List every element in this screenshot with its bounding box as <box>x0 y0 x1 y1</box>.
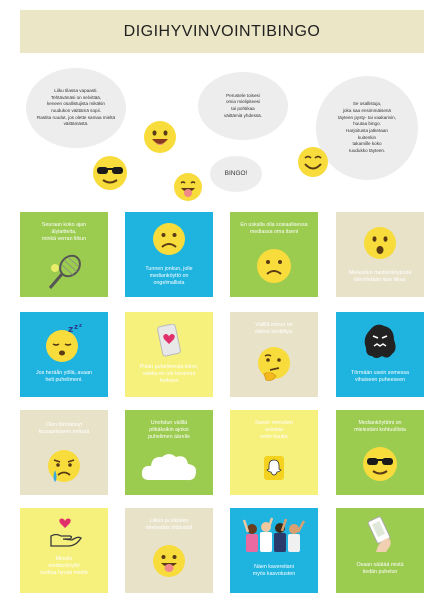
bingo-cell-15[interactable] <box>230 508 318 593</box>
cell-text-9: Olen törmännyt kiusaamiseen netissä <box>38 422 90 436</box>
thinking-face-icon <box>256 346 292 384</box>
bingo-text: BINGO! <box>224 170 248 178</box>
cell-text-8: Törmään usein somessa vihaiseen puheeseen <box>351 370 409 384</box>
sunglasses-face-icon <box>92 155 128 191</box>
cell-text-12: Medianköyttöni on mielestäni kohtuullista <box>354 420 406 434</box>
phone-hand-icon <box>364 516 396 554</box>
bingo-bubble <box>210 156 262 192</box>
cell-text-10: Unohdun välillä pitkäksikin ajoksi puhelimen äärelle <box>148 420 190 441</box>
angry-monster-icon <box>360 320 400 362</box>
cell-text-7: Välillä minun on vaikea keskittyä. <box>254 322 294 336</box>
bingo-cell-13[interactable] <box>20 508 108 593</box>
bingo-cell-11[interactable] <box>230 410 318 495</box>
svg-text:z: z <box>79 323 82 329</box>
cell-text-5: Jos heräån yöllä, avaan heti puhelimeni. <box>36 370 92 384</box>
frowning-face-icon <box>152 222 186 256</box>
tennis-racket-icon <box>46 254 84 292</box>
svg-text:z: z <box>68 325 74 335</box>
instruction-bubble-1 <box>26 68 126 148</box>
surprised-face-icon <box>363 226 397 260</box>
snapchat-icon <box>264 456 284 480</box>
svg-text:z: z <box>74 323 79 331</box>
instruction-bubble-2 <box>198 72 288 140</box>
bingo-cell-14[interactable] <box>125 508 213 593</box>
cell-text-6: Pidän puhelimesta kiinni, vaikka en ole tarvinnut hetkeen <box>139 364 199 385</box>
instruction-text-2: Perustele toisesi omia mielipiteesi tai pohtikaa väittämiä yhdessä. <box>223 92 263 118</box>
grinning-face-icon <box>297 146 329 178</box>
cell-text-15: Näen kavereitani myös kasvotusten <box>252 564 296 578</box>
cell-text-14: Liikun ja ulkoilen mielestäni riittävästi <box>145 518 193 532</box>
smiling-face-icon <box>143 120 177 154</box>
cell-text-2: Tunnen jonkun, jolle medianköyttö on ongelmallista <box>145 266 193 287</box>
bingo-cell-10[interactable] <box>125 410 213 495</box>
bingo-cell-8[interactable] <box>336 312 424 397</box>
sad-face-icon <box>256 248 292 284</box>
cell-text-13: Minulle medianköyttö tuottaa hyvää mieltä <box>40 556 88 577</box>
instruction-text-1: Liiku tilassa vapaasti. Tehtävänäsi on selvittää, keneen osallistujista mikäkin ruudukon väittämä sopii. Rastita ruudut, jos olette samaa mieltä väittämästä. <box>36 88 116 127</box>
bingo-cell-3[interactable] <box>230 212 318 297</box>
crying-face-icon <box>46 448 82 486</box>
friends-group-icon <box>242 516 306 556</box>
instruction-bubble-3 <box>316 76 418 180</box>
hand-heart-icon <box>48 516 82 550</box>
bingo-cell-2[interactable] <box>125 212 213 297</box>
title-banner <box>20 10 424 53</box>
tongue-out-face-icon <box>173 172 203 202</box>
sunglasses-face-icon <box>362 446 398 482</box>
phone-heart-icon <box>157 324 183 358</box>
cell-text-16: Osaan säätää mistä tiedän puhelun <box>356 562 404 576</box>
cell-text-11: Sanon mieluiten asioista netin kautta <box>255 420 293 441</box>
bingo-cell-5[interactable] <box>20 312 108 397</box>
cell-text-3: En uskalla olla sosiaalisessa mediassa oma itseni <box>240 222 308 236</box>
tongue-face-icon <box>152 544 186 578</box>
bingo-cell-12[interactable] <box>336 410 424 495</box>
cell-text-1: Seuraan koko ajan älylaitteita, minkä verran liikun <box>41 222 87 243</box>
bingo-cell-9[interactable] <box>20 410 108 495</box>
instruction-text-3: Se osallistuja, joka saa ensimmäisenä täyteen pysty- tai vaakarivin, huutaa bingo. Harjoitusta jatketaan kuitenkin takamille koko ruudukko täyteen. <box>338 101 396 153</box>
bingo-cell-1[interactable] <box>20 212 108 297</box>
sleeping-face-icon <box>42 322 86 364</box>
page-title: DIGIHYVINVOINTIBINGO <box>123 22 321 40</box>
cloud-icon <box>139 450 199 486</box>
bingo-cell-16[interactable] <box>336 508 424 593</box>
cell-text-4: Mielestäni medianköytöstä kiinnitetään liian liikaa <box>348 270 412 284</box>
bingo-cell-7[interactable] <box>230 312 318 397</box>
bingo-cell-6[interactable] <box>125 312 213 397</box>
bingo-cell-4[interactable] <box>336 212 424 297</box>
